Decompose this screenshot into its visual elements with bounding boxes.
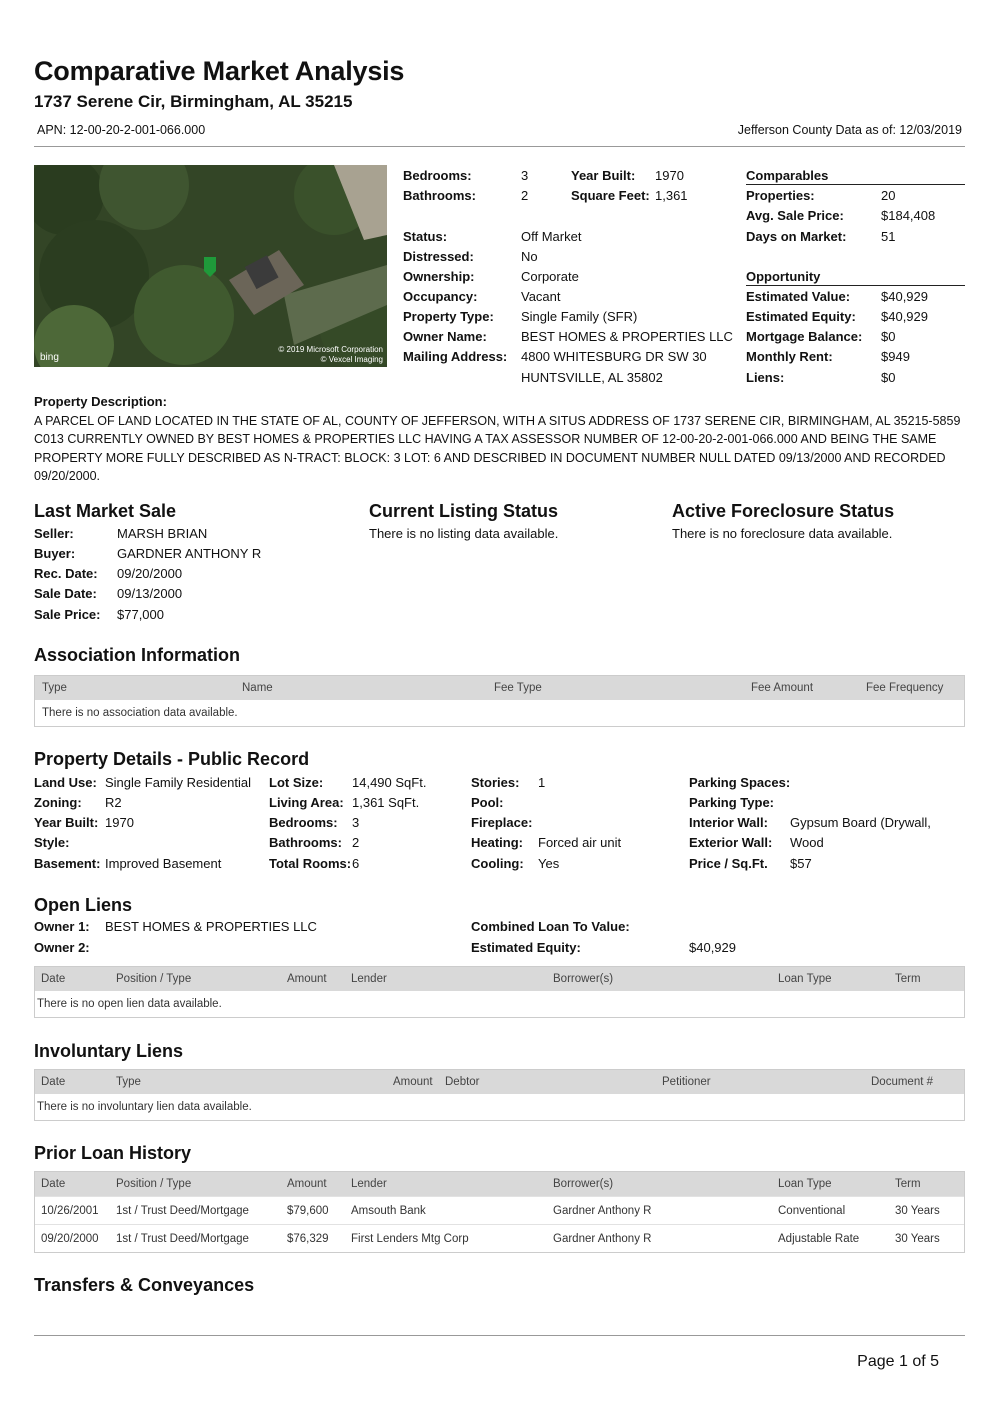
property-description-label: Property Description:: [34, 394, 167, 409]
bathrooms-value: 2: [521, 188, 529, 203]
open-liens-table: [34, 966, 965, 1018]
map-copyright: © 2019 Microsoft Corporation © Vexcel Imaging: [278, 345, 383, 364]
owner-name-value: BEST HOMES & PROPERTIES LLC: [521, 329, 733, 344]
prior-loan-history-title: Prior Loan History: [34, 1143, 192, 1163]
property-description: [34, 393, 969, 486]
data-as-of: Jefferson County Data as of: 12/03/2019: [737, 123, 962, 137]
open-liens-title: Open Liens: [34, 895, 133, 915]
ownership-value: Corporate: [521, 269, 579, 284]
mailing-address-line2: HUNTSVILLE, AL 35802: [521, 370, 663, 385]
sqft-value: 1,361: [655, 188, 688, 203]
last-sale-title: Last Market Sale: [34, 501, 177, 521]
lot-size-value: 14,490 SqFt.: [352, 775, 427, 790]
price-per-sqft-value: $57: [790, 856, 812, 871]
listing-status-title: Current Listing Status: [369, 501, 559, 521]
details-bedrooms: 3: [352, 815, 360, 830]
listing-status-text: There is no listing data available.: [369, 526, 559, 541]
zoning-value: R2: [105, 795, 122, 810]
aerial-map-image: [34, 165, 387, 367]
association-table: [34, 675, 965, 727]
stories-value: 1: [538, 775, 546, 790]
prior-loan-history-table: [34, 1171, 965, 1253]
distressed-value: No: [521, 249, 538, 264]
sale-date-value: 09/13/2000: [117, 586, 183, 601]
table-header: Date Type Amount Debtor Petitioner Document #: [35, 1070, 964, 1094]
land-use-value: Single Family Residential: [105, 775, 251, 790]
open-liens-equity: $40,929: [689, 940, 736, 955]
details-bathrooms: 2: [352, 835, 360, 850]
details-year-built: 1970: [105, 815, 134, 830]
foreclosure-status-title: Active Foreclosure Status: [672, 501, 895, 521]
comparables-properties: 20: [881, 188, 896, 203]
empty-message: There is no association data available.: [42, 707, 238, 719]
living-area-value: 1,361 SqFt.: [352, 795, 420, 810]
footer-divider: [34, 1335, 965, 1336]
table-header: Date Position / Type Amount Lender Borrower(s) Loan Type Term: [35, 967, 964, 991]
table-row: 10/26/2001 1st / Trust Deed/Mortgage $79,600 Amsouth Bank Gardner Anthony R Conventional 30 Years: [35, 1196, 964, 1224]
bing-logo: bing: [40, 352, 59, 363]
page-number: Page 1 of 5: [857, 1353, 939, 1370]
association-title: Association Information: [34, 645, 241, 665]
property-address: 1737 Serene Cir, Birmingham, AL 35215: [34, 92, 353, 111]
heating-value: Forced air unit: [538, 835, 622, 850]
table-header: Type Name Fee Type Fee Amount Fee Frequency: [35, 676, 964, 700]
liens-value: $0: [881, 370, 896, 385]
property-details-title: Property Details - Public Record: [34, 749, 310, 769]
opportunity-heading: Opportunity: [746, 269, 965, 286]
interior-wall-value: Gypsum Board (Drywall,: [790, 815, 931, 830]
status-value: Off Market: [521, 229, 582, 244]
involuntary-liens-table: [34, 1069, 965, 1121]
seller-value: MARSH BRIAN: [117, 526, 208, 541]
estimated-equity: $40,929: [881, 309, 928, 324]
involuntary-liens-title: Involuntary Liens: [34, 1041, 184, 1061]
mortgage-balance: $0: [881, 329, 896, 344]
buyer-value: GARDNER ANTHONY R: [117, 546, 262, 561]
owner1-value: BEST HOMES & PROPERTIES LLC: [105, 919, 317, 934]
foreclosure-status-text: There is no foreclosure data available.: [672, 526, 893, 541]
estimated-value: $40,929: [881, 289, 928, 304]
exterior-wall-value: Wood: [790, 835, 824, 850]
bedrooms-value: 3: [521, 168, 529, 183]
table-row: 09/20/2000 1st / Trust Deed/Mortgage $76,329 First Lenders Mtg Corp Gardner Anthony R Adjustable Rate 30 Years: [35, 1224, 964, 1252]
comparables-heading: Comparables: [746, 168, 965, 185]
occupancy-value: Vacant: [521, 289, 561, 304]
transfers-title: Transfers & Conveyances: [34, 1275, 255, 1295]
table-header: Date Position / Type Amount Lender Borrower(s) Loan Type Term: [35, 1172, 964, 1196]
mailing-address-line1: 4800 WHITESBURG DR SW 30: [521, 349, 707, 364]
comparables-dom: 51: [881, 229, 896, 244]
cooling-value: Yes: [538, 856, 560, 871]
header-divider: [34, 146, 965, 147]
property-type-value: Single Family (SFR): [521, 309, 638, 324]
basement-value: Improved Basement: [105, 856, 222, 871]
sale-price-value: $77,000: [117, 607, 164, 622]
property-description-text: A PARCEL OF LAND LOCATED IN THE STATE OF AL, COUNTY OF JEFFERSON, WITH A SITUS ADDRESS OF 1737 SERENE CIR, BIRMINGHAM, AL 35215-5859 C013 CURRENTLY OWNED BY BEST HOMES & PROPERTIES LLC HAVING A TAX ASSESSOR NUMBER OF 12-00-20-2-001-066.000 AND BEING THE SAME PROPERTY MORE FULLY DESCRIBED AS N-TRACT: BLOCK: 3 LOT: 6 AND DESCRIBED IN DOCUMENT NUMBER NULL DATED 09/13/2000 AND RECORDED 09/20/2000.: [34, 413, 961, 483]
empty-message: There is no open lien data available.: [37, 998, 222, 1010]
rec-date-value: 09/20/2000: [117, 566, 183, 581]
monthly-rent: $949: [881, 349, 910, 364]
page-title: Comparative Market Analysis: [34, 56, 405, 86]
empty-message: There is no involuntary lien data available.: [37, 1101, 252, 1113]
total-rooms-value: 6: [352, 856, 360, 871]
apn: APN: 12-00-20-2-001-066.000: [37, 123, 206, 137]
year-built-value: 1970: [655, 168, 684, 183]
comparables-avg-price: $184,408: [881, 208, 936, 223]
